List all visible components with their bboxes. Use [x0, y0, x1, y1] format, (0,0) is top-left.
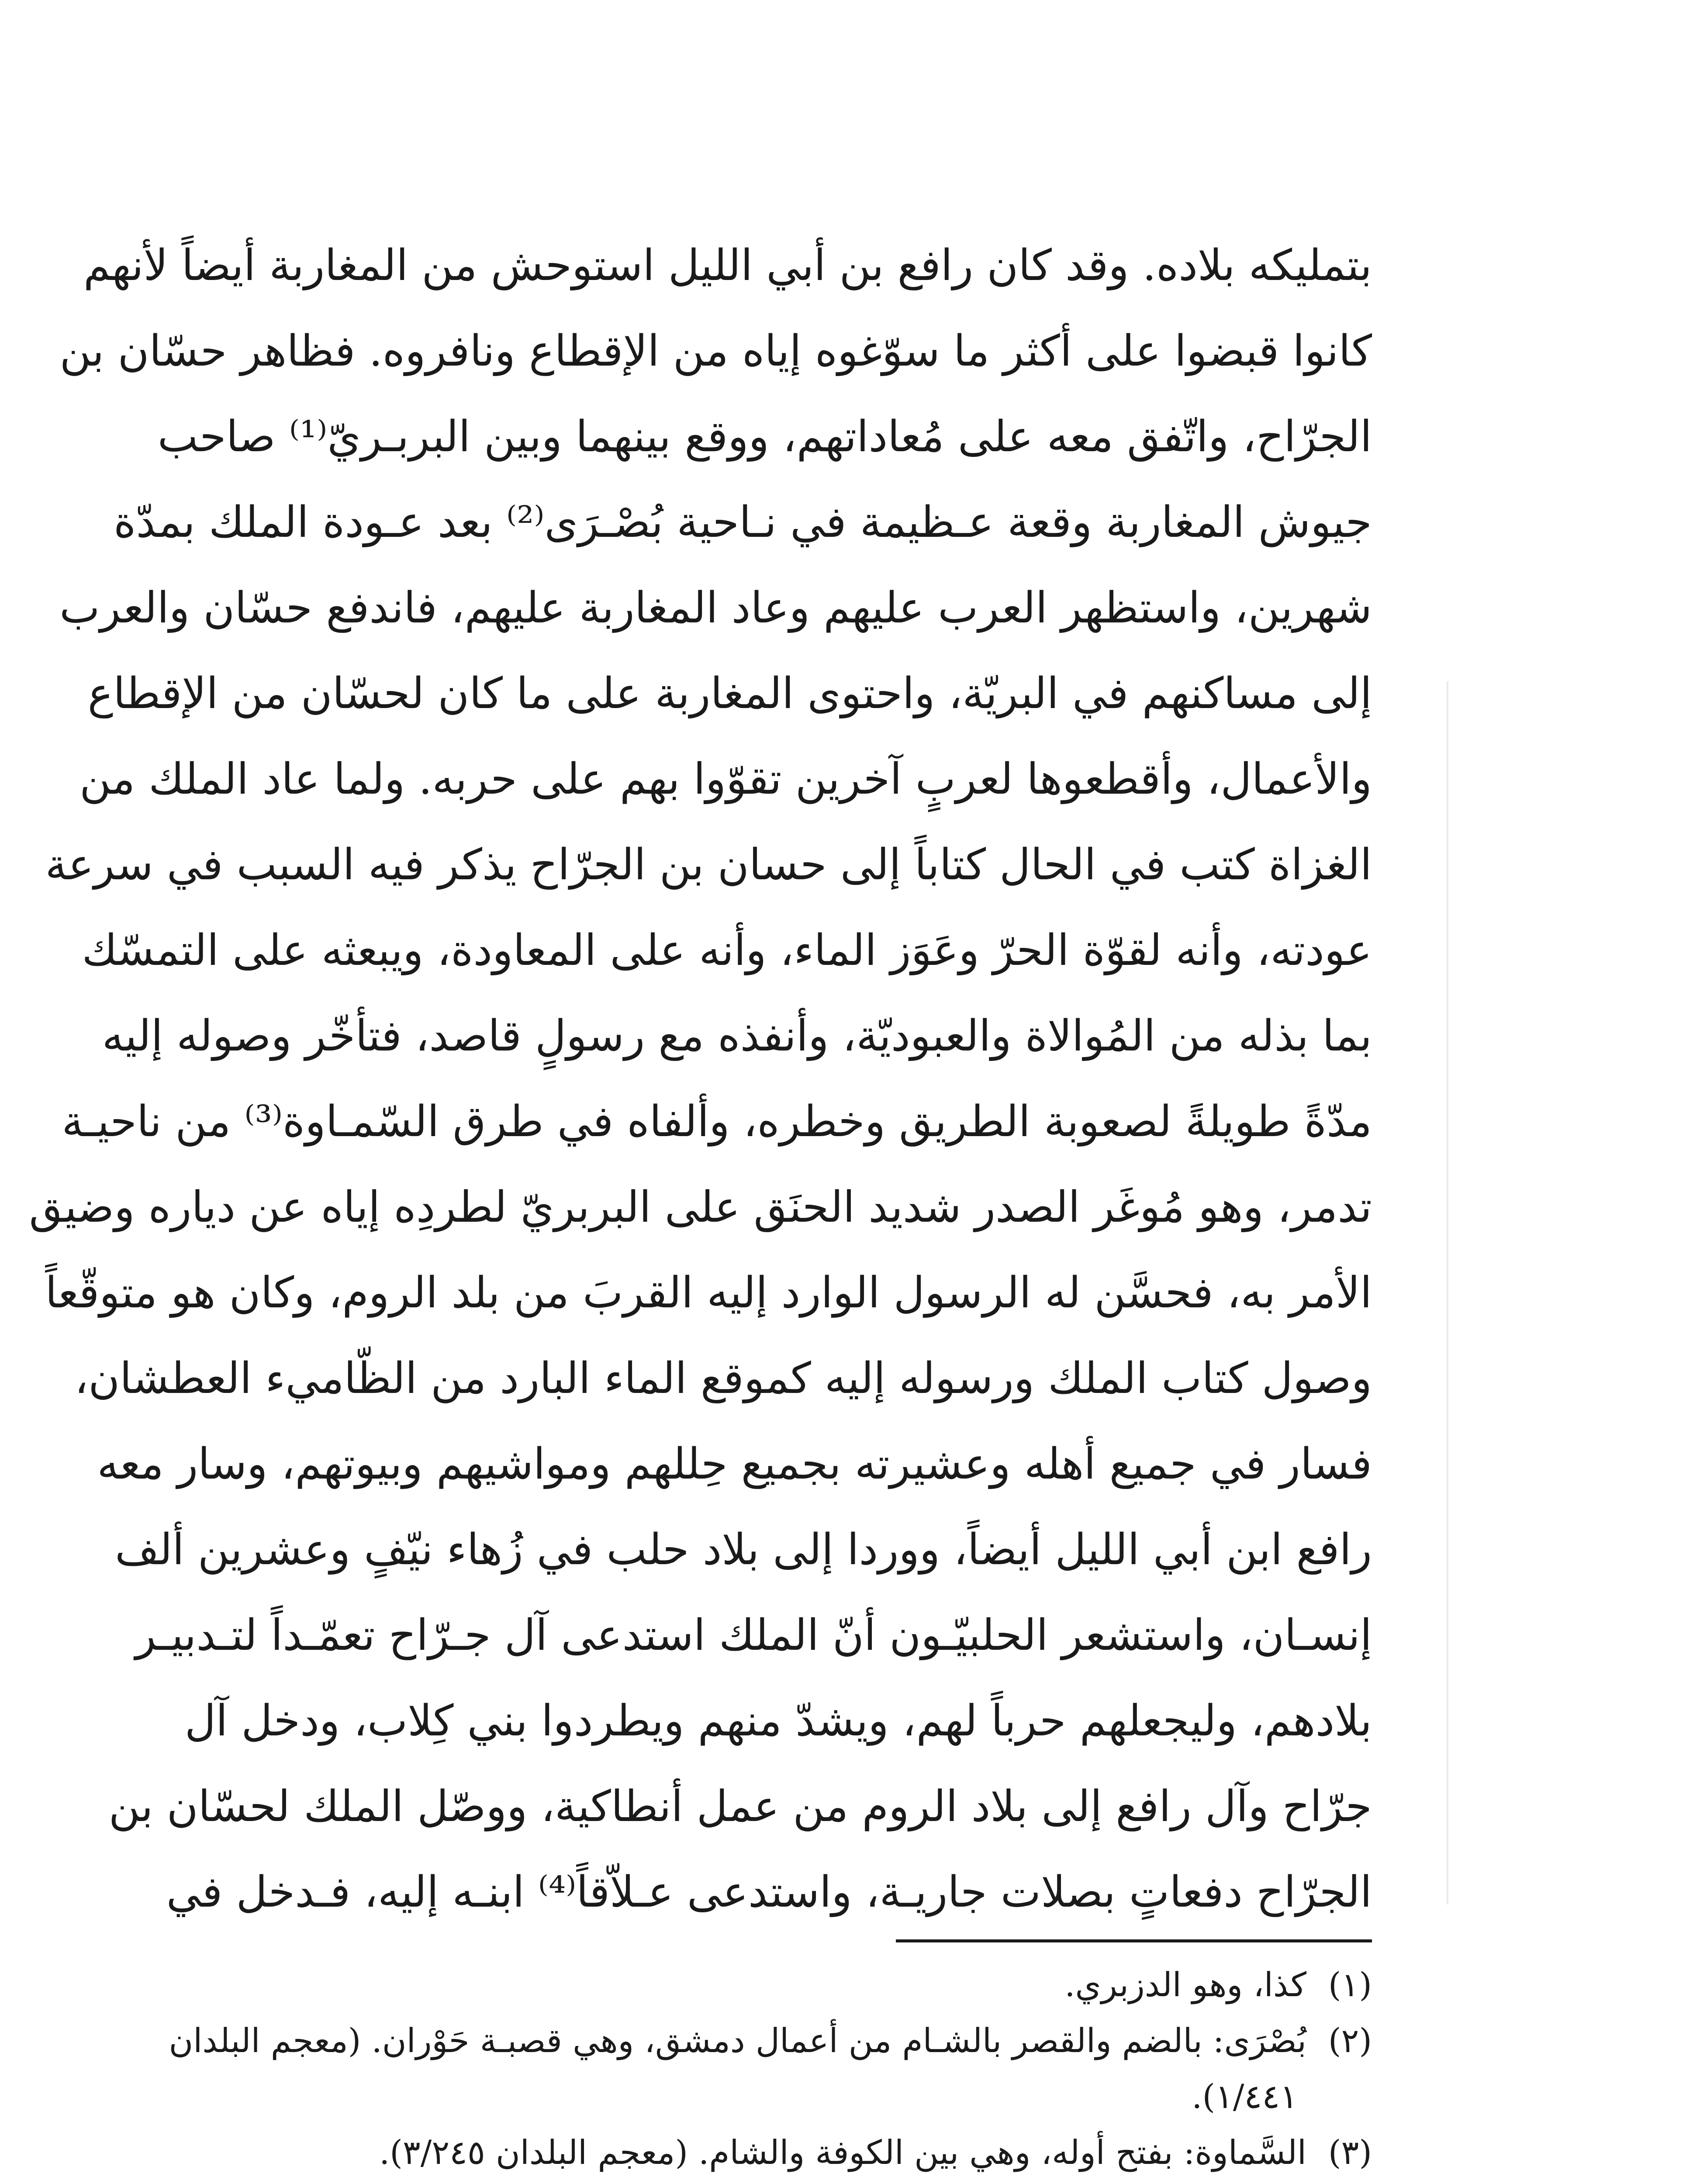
footnote-continuation [311, 2069, 1372, 2125]
text-line: جيوش المغاربة وقعة عـظيمة في نـاحية بُصْـرَى⁽²⁾ بعد عـودة الملك بمدّة [114, 498, 1372, 547]
footnote-text: ١/٤٤١). [1192, 2077, 1298, 2116]
footnote-number: (٣) [1328, 2133, 1372, 2172]
footnote-number [1306, 2181, 1372, 2184]
footnote [169, 2013, 1372, 2069]
footnote [311, 2125, 1372, 2181]
footnote-number: (٢) [1328, 2021, 1372, 2060]
text-line: والأعمال، وأقطعوها لعربٍ آخرين تقوّوا بهم على حربه. ولما عاد الملك من [79, 754, 1372, 804]
footnote [311, 2181, 1372, 2184]
text-line: مدّةً طويلةً لصعوبة الطريق وخطره، وألفاه في طرق السّمـاوة⁽³⁾ من ناحيـة [62, 1097, 1372, 1147]
scan-margin-shadow [1447, 681, 1448, 1904]
text-line: بتمليكه بلاده. وقد كان رافع بن أبي الليل استوحش من المغاربة أيضاً لأنهم [83, 241, 1372, 290]
footnote-text: بُصْرَى: بالضم والقصر بالشـام من أعمال دمشق، وهي قصبـة حَوْران. (معجم البلدان [169, 2021, 1306, 2060]
text-line: بما بذله من المُوالاة والعبوديّة، وأنفذه مع رسولٍ قاصد، فتأخّر وصوله إليه [102, 1011, 1372, 1061]
footnote-text: السَّماوة: بفتح أوله، وهي بين الكوفة والشام. (معجم البلدان ٣/٢٤٥). [379, 2133, 1306, 2172]
text-line: إنسـان، واستشعر الحلبيّـون أنّ الملك استدعى آل جـرّاح تعمّـداً لتـدبيـر [135, 1610, 1372, 1660]
text-line: الجرّاح دفعاتٍ بصلات جاريـة، واستدعى عـلاّقاً⁽⁴⁾ ابنـه إليه، فـدخل في [166, 1867, 1372, 1917]
text-line: تدمر، وهو مُوغَر الصدر شديد الحنَق على البربريّ لطردِه إياه عن دياره وضيق [29, 1182, 1372, 1232]
text-line: جرّاح وآل رافع إلى بلاد الروم من عمل أنطاكية، ووصّل الملك لحسّان بن [108, 1782, 1372, 1832]
text-line: وصول كتاب الملك ورسوله إليه كموقع الماء البارد من الظّاميء العطشان، [74, 1354, 1372, 1403]
text-line: رافع ابن أبي الليل أيضاً، ووردا إلى بلاد حلب في زُهاء نيّفٍ وعشرين ألف [115, 1525, 1372, 1575]
text-line: شهرين، واستظهر العرب عليهم وعاد المغاربة عليهم، فاندفع حسّان والعرب [59, 583, 1372, 633]
text-line: الغزاة كتب في الحال كتاباً إلى حسان بن الجرّاح يذكر فيه السبب في سرعة [45, 840, 1372, 890]
footnote-text: كذا، وهو الدزبري. [1064, 1965, 1306, 2004]
footnote [311, 1957, 1372, 2013]
text-line: الجرّاح، واتّفق معه على مُعاداتهم، ووقع بينهما وبين البربـريّ⁽¹⁾ صاحب [157, 412, 1372, 462]
main-text [29, 223, 1372, 1935]
text-line: إلى مساكنهم في البريّة، واحتوى المغاربة على ما كان لحسّان من الإقطاع [87, 669, 1372, 719]
text-line: الأمر به، فحسَّن له الرسول الوارد إليه القربَ من بلد الروم، وكان هو متوقّعاً [45, 1268, 1372, 1318]
footnote-number: (١) [1328, 1965, 1372, 2004]
text-line: عودته، وأنه لقوّة الحرّ وعَوَز الماء، وأنه على المعاودة، ويبعثه على التمسّك [82, 926, 1372, 975]
footnotes-section [169, 1957, 1372, 2184]
text-line: فسار في جميع أهله وعشيرته بجميع حِللهم ومواشيهم وبيوتهم، وسار معه [97, 1439, 1372, 1489]
text-line: كانوا قبضوا على أكثر ما سوّغوه إياه من الإقطاع ونافروه. فظاهر حسّان بن [59, 326, 1372, 376]
text-line: بلادهم، وليجعلهم حرباً لهم، ويشدّ منهم ويطردوا بني كِلاب، ودخل آل [184, 1696, 1372, 1746]
footnote-divider [896, 1939, 1372, 1942]
